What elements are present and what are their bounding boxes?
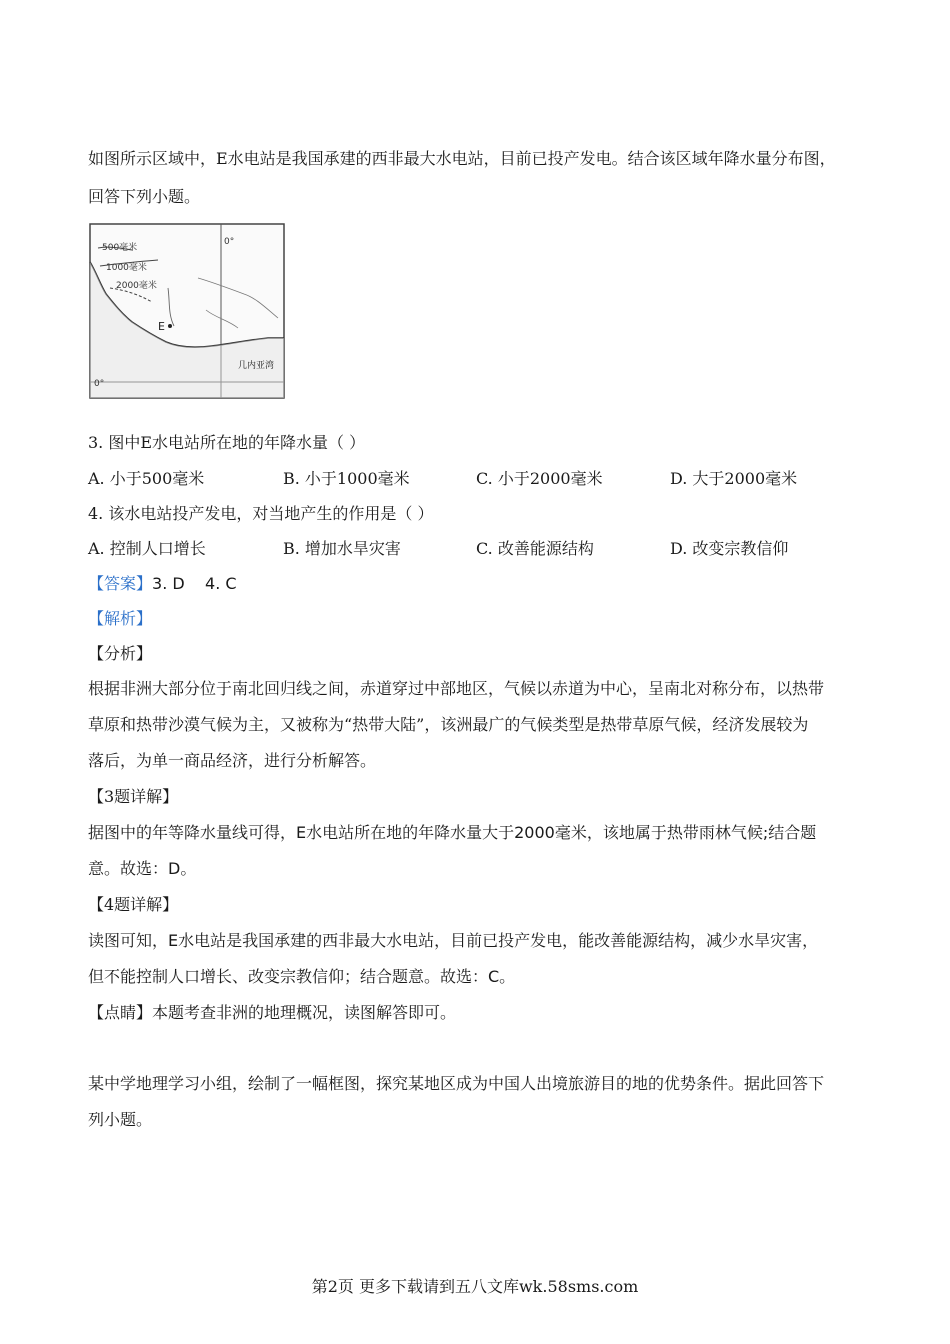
label-lon0: 0° [224, 237, 235, 247]
fenxi-tag: 【分析】 [88, 644, 153, 663]
label-500: 500毫米 [102, 243, 138, 253]
page-footer: 第2页 更多下载请到五八文库wk.58sms.com [311, 1277, 639, 1296]
detail4-line-2: 但不能控制人口增长、改变宗教信仰；结合题意。故选：C。 [88, 967, 516, 986]
q4-option-c: C. 改善能源结构 [476, 539, 594, 558]
detail3-tag: 【3题详解】 [88, 787, 179, 806]
q4-stem: 4. 该水电站投产发电，对当地产生的作用是（ ） [88, 504, 434, 523]
q3-stem: 3. 图中E水电站所在地的年降水量（ ） [88, 433, 366, 452]
detail3-line-2: 意。故选：D。 [88, 859, 197, 878]
answer-text: 3. D 4. C [152, 574, 237, 593]
intro-line-1: 如图所示区域中，E水电站是我国承建的西非最大水电站，目前已投产发电。结合该区域年降水量分布图， [88, 149, 836, 168]
label-2000: 2000毫米 [116, 281, 157, 291]
analysis-tag: 【解析】 [88, 609, 153, 628]
q4-option-d: D. 改变宗教信仰 [670, 539, 789, 558]
label-lat0: 0° [94, 379, 105, 389]
fenxi-line-3: 落后，为单一商品经济，进行分析解答。 [88, 751, 377, 770]
q4-option-a: A. 控制人口增长 [88, 539, 206, 558]
fenxi-line-1: 根据非洲大部分位于南北回归线之间，赤道穿过中部地区，气候以赤道为中心，呈南北对称分布，以热带 [88, 679, 825, 698]
label-station: E [158, 320, 165, 333]
dianjing-text: 本题考查非洲的地理概况，读图解答即可。 [152, 1003, 457, 1022]
detail3-line-1: 据图中的年等降水量线可得，E水电站所在地的年降水量大于2000毫米，该地属于热带雨林气候;结合题 [88, 823, 817, 842]
precipitation-map [88, 222, 288, 404]
q4-option-b: B. 增加水旱灾害 [283, 539, 401, 558]
intro2-line-1: 某中学地理学习小组，绘制了一幅框图，探究某地区成为中国人出境旅游目的地的优势条件。据此回答下 [88, 1074, 825, 1093]
detail4-line-1: 读图可知，E水电站是我国承建的西非最大水电站，目前已投产发电，能改善能源结构，减少水旱灾害， [88, 931, 819, 950]
q3-option-c: C. 小于2000毫米 [476, 469, 603, 488]
label-gulf: 几内亚湾 [238, 361, 275, 371]
intro-line-2: 回答下列小题。 [88, 187, 201, 206]
dianjing-tag: 【点睛】 [88, 1003, 153, 1022]
q3-option-a: A. 小于500毫米 [88, 469, 205, 488]
q3-option-b: B. 小于1000毫米 [283, 469, 410, 488]
intro2-line-2: 列小题。 [88, 1110, 153, 1129]
answer-line [88, 573, 237, 595]
answer-tag: 【答案】 [88, 574, 153, 593]
dianjing-line [88, 1002, 456, 1024]
detail4-tag: 【4题详解】 [88, 895, 179, 914]
fenxi-line-2: 草原和热带沙漠气候为主，又被称为“热带大陆”，该洲最广的气候类型是热带草原气候，经济发展较为 [88, 715, 809, 734]
label-1000: 1000毫米 [106, 263, 147, 273]
station-marker [168, 324, 172, 328]
q3-option-d: D. 大于2000毫米 [670, 469, 798, 488]
